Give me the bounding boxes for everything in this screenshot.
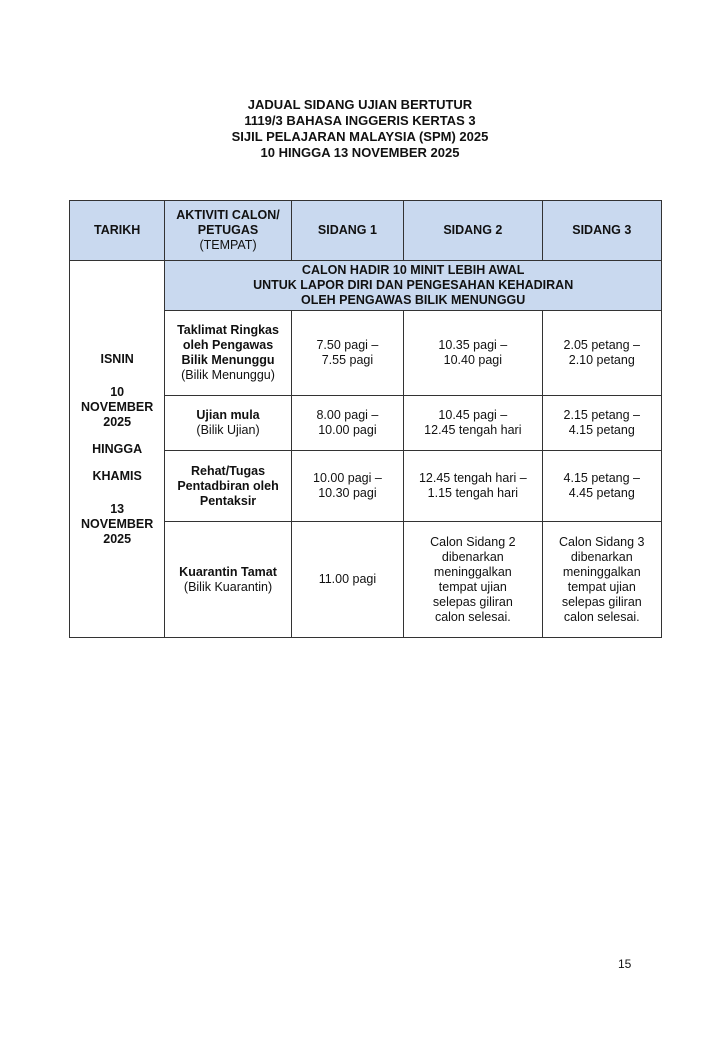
sidang-2-cell [404,522,542,638]
schedule-table [69,200,662,638]
activity-place: (Bilik Ujian) [196,423,260,437]
note-text: dibenarkan [570,549,633,564]
time-text: 2.10 petang [568,353,635,367]
time-text: 1.15 tengah hari [427,486,519,500]
activity-name: Ujian mula [196,408,260,422]
note-text: Calon Sidang 2 [430,534,516,549]
sidang-1-cell [291,396,403,451]
note-text: meninggalkan [433,564,512,579]
time-text: 7.50 pagi – [316,338,379,352]
header-aktiviti-line2: PETUGAS [197,223,259,237]
note-text: selepas giliran [432,594,513,609]
note-text: meninggalkan [562,564,641,579]
sidang-1-cell [291,451,403,522]
time-text: 4.45 petang [568,486,635,500]
notice-line-2: UNTUK LAPOR DIRI DAN PENGESAHAN KEHADIRAN [253,278,574,292]
time-text: 11.00 pagi [318,572,377,586]
notice-line-1: CALON HADIR 10 MINIT LEBIH AWAL [301,263,525,277]
time-text: 12.45 tengah hari [424,423,522,437]
header-aktiviti [165,201,291,261]
page-number: 15 [618,957,632,971]
header-aktiviti-line1: AKTIVITI CALON/ [176,208,280,222]
date-hingga: HINGGA [92,441,143,456]
notice-row [70,261,662,311]
activity-name: Pentaksir [199,493,257,508]
date-num-end: 13 [110,501,125,516]
activity-name: Rehat/Tugas [190,463,266,478]
activity-cell [165,522,291,638]
time-text: 10.00 pagi – [313,471,382,485]
date-day-end: KHAMIS [92,468,142,483]
note-text: selepas giliran [561,594,642,609]
activity-place: (Bilik Kuarantin) [183,579,273,594]
note-text: calon selesai. [563,609,640,624]
sidang-1-cell [291,522,403,638]
header-sidang-1: SIDANG 1 [291,201,403,261]
title-line-4: 10 HINGGA 13 NOVEMBER 2025 [260,145,460,160]
sidang-1-cell [291,311,403,396]
note-text: dibenarkan [441,549,504,564]
activity-cell [165,451,291,522]
time-text: 10.45 pagi – [438,408,508,422]
time-text: 10.30 pagi [318,486,377,500]
date-year-end: 2025 [103,531,132,546]
time-text: 7.55 pagi [321,353,374,367]
header-aktiviti-line3: (TEMPAT) [199,238,257,252]
activity-name: oleh Pengawas [182,338,274,352]
title-line-2: 1119/3 BAHASA INGGERIS KERTAS 3 [244,113,476,128]
note-text: Calon Sidang 3 [559,534,645,549]
time-text: 10.35 pagi – [438,338,508,352]
activity-name: Pentadbiran oleh [177,478,279,493]
time-text: 10.40 pagi [443,353,503,367]
date-num-start: 10 [110,384,125,399]
title-line-1: JADUAL SIDANG UJIAN BERTUTUR [247,97,473,112]
activity-name: Kuarantin Tamat [179,564,277,579]
sidang-3-cell [542,451,661,522]
time-text: 4.15 petang [568,423,635,437]
notice-line-3: OLEH PENGAWAS BILIK MENUNGGU [300,293,526,307]
header-sidang-2: SIDANG 2 [404,201,542,261]
sidang-3-cell [542,396,661,451]
sidang-3-cell [542,522,661,638]
header-row [70,201,662,261]
time-text: 8.00 pagi – [316,408,379,422]
activity-cell [165,311,291,396]
sidang-3-cell [542,311,661,396]
note-text: tempat ujian [438,579,507,594]
title-line-3: SIJIL PELAJARAN MALAYSIA (SPM) 2025 [231,129,489,144]
sidang-2-cell [404,396,542,451]
note-text: tempat ujian [567,579,636,594]
activity-name: Taklimat Ringkas [177,323,279,337]
date-month-end: NOVEMBER [81,516,154,531]
header-sidang-3: SIDANG 3 [542,201,661,261]
activity-place: (Bilik Menunggu) [181,368,275,382]
time-text: 12.45 tengah hari – [418,471,527,485]
header-tarikh: TARIKH [70,201,165,261]
date-day-start: ISNIN [100,351,134,366]
sidang-2-cell [404,451,542,522]
activity-cell [165,396,291,451]
date-year-start: 2025 [103,414,132,429]
time-text: 4.15 petang – [563,471,641,485]
activity-name: Bilik Menunggu [181,353,275,367]
document-title [0,97,720,161]
date-month-start: NOVEMBER [81,399,154,414]
time-text: 2.15 petang – [563,408,641,422]
date-cell [70,261,165,638]
notice-banner [165,261,662,311]
time-text: 10.00 pagi [318,423,377,437]
note-text: calon selesai. [434,609,511,624]
sidang-2-cell [404,311,542,396]
time-text: 2.05 petang – [563,338,641,352]
